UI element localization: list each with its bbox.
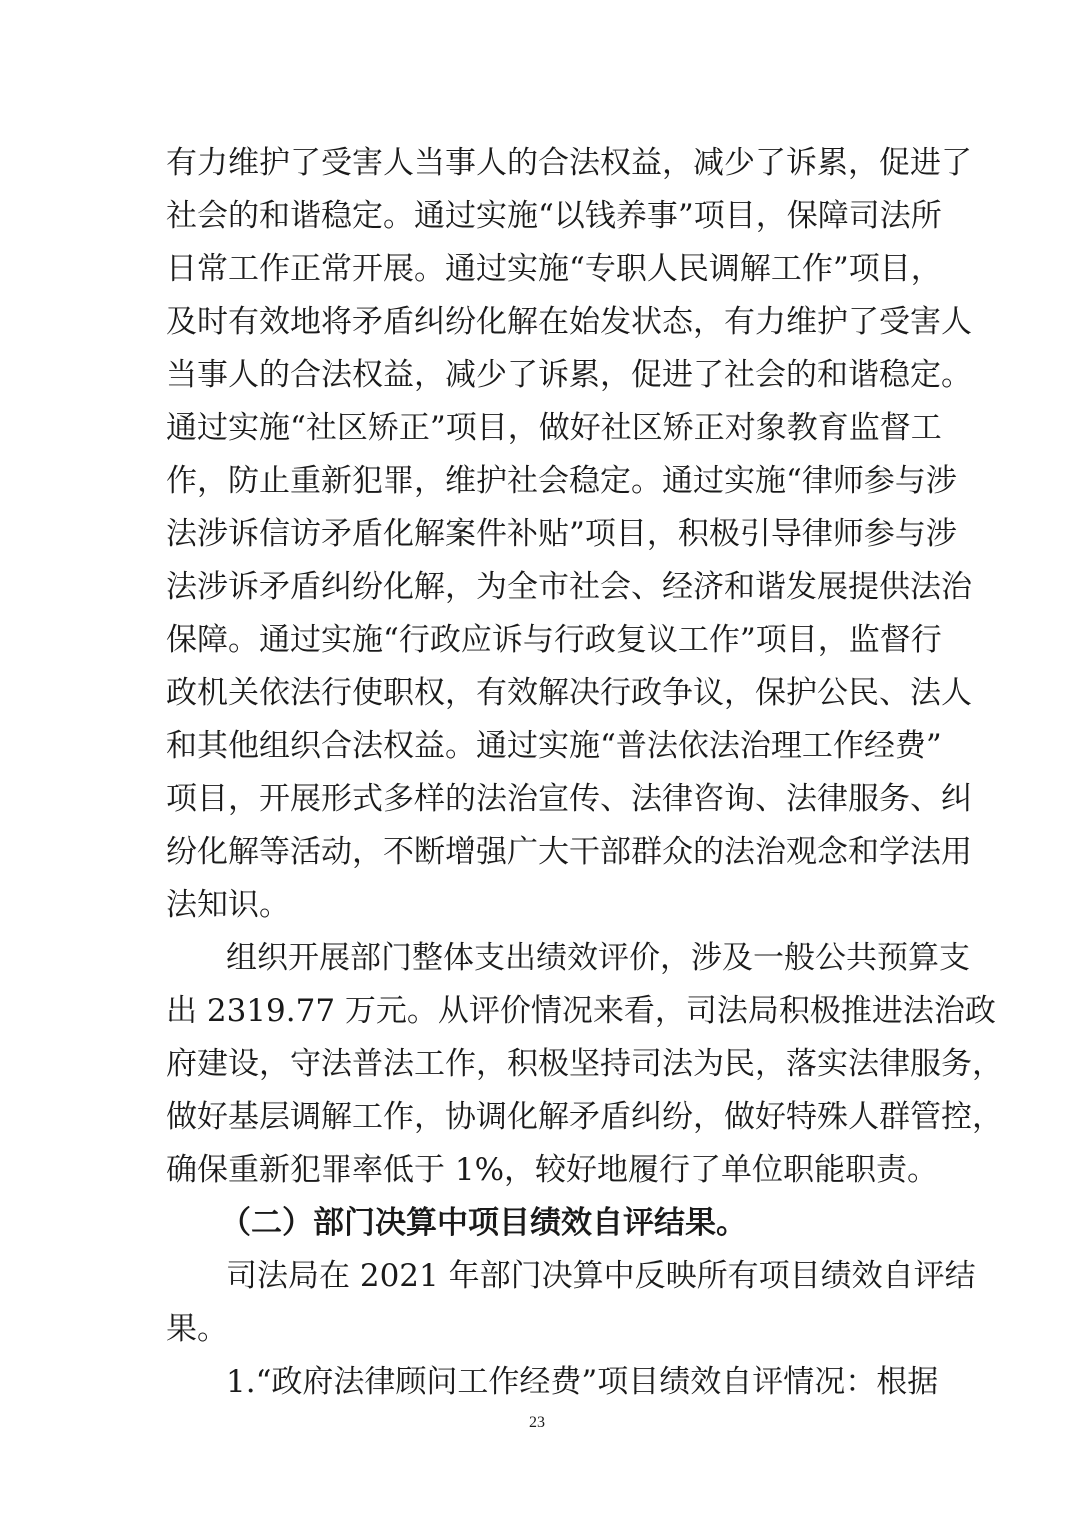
paragraph-line: 项目，开展形式多样的法治宣传、法律咨询、法律服务、纠 <box>166 781 972 817</box>
paragraph-line: 果。 <box>166 1311 228 1347</box>
page-number: 23 <box>529 1414 545 1431</box>
paragraph-line: 司法局在 2021 年部门决算中反映所有项目绩效自评结 <box>226 1258 976 1294</box>
paragraph-line: 通过实施“社区矫正”项目，做好社区矫正对象教育监督工 <box>166 410 942 446</box>
paragraph-line: 和其他组织合法权益。通过实施“普法依法治理工作经费” <box>166 728 942 764</box>
paragraph-line: 1.“政府法律顾问工作经费”项目绩效自评情况：根据 <box>226 1364 939 1400</box>
section-heading: （二）部门决算中项目绩效自评结果。 <box>220 1205 747 1241</box>
paragraph-line: 组织开展部门整体支出绩效评价，涉及一般公共预算支 <box>226 940 970 976</box>
paragraph-line: 纷化解等活动，不断增强广大干部群众的法治观念和学法用 <box>166 834 972 870</box>
paragraph-line: 确保重新犯罪率低于 1%，较好地履行了单位职能职责。 <box>166 1152 939 1188</box>
paragraph-line: 社会的和谐稳定。通过实施“以钱养事”项目，保障司法所 <box>166 198 942 234</box>
paragraph-line: 法涉诉信访矛盾化解案件补贴”项目，积极引导律师参与涉 <box>166 516 957 552</box>
paragraph-line: 府建设，守法普法工作，积极坚持司法为民，落实法律服务， <box>166 1046 1003 1082</box>
paragraph-line: 政机关依法行使职权，有效解决行政争议，保护公民、法人 <box>166 675 972 711</box>
paragraph-line: 当事人的合法权益，减少了诉累，促进了社会的和谐稳定。 <box>166 357 972 393</box>
paragraph-line: 日常工作正常开展。通过实施“专职人民调解工作”项目， <box>166 251 942 287</box>
paragraph-line: 有力维护了受害人当事人的合法权益，减少了诉累，促进了 <box>166 145 972 181</box>
paragraph-line: 作，防止重新犯罪，维护社会稳定。通过实施“律师参与涉 <box>166 463 957 499</box>
paragraph-line: 出 2319.77 万元。从评价情况来看，司法局积极推进法治政 <box>166 993 996 1029</box>
paragraph-line: 法知识。 <box>166 887 290 923</box>
paragraph-line: 法涉诉矛盾纠纷化解，为全市社会、经济和谐发展提供法治 <box>166 569 972 605</box>
paragraph-line: 做好基层调解工作，协调化解矛盾纠纷，做好特殊人群管控， <box>166 1099 1003 1135</box>
paragraph-line: 保障。通过实施“行政应诉与行政复议工作”项目，监督行 <box>166 622 942 658</box>
paragraph-line: 及时有效地将矛盾纠纷化解在始发状态，有力维护了受害人 <box>166 304 972 340</box>
